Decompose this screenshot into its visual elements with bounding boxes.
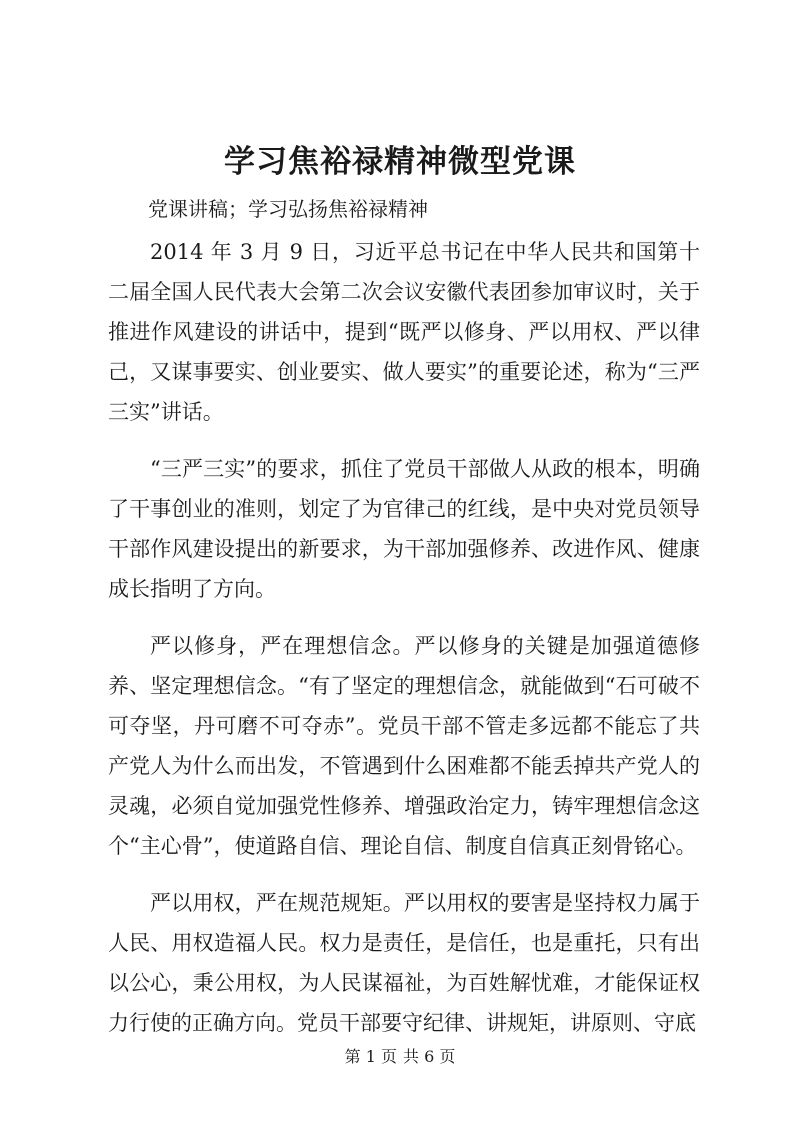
page-number: 第 1 页	[344, 1047, 397, 1066]
paragraph: 严以修身，严在理想信念。严以修身的关键是加强道德修养、坚定理想信念。“有了坚定的理想信念，就能做到“石可破不可夺坚，丹可磨不可夺赤”。党员干部不管走多远都不能忘了共产党人为什么而出发，不管遇到什么困难都不能丢掉共产党人的灵魂，必须自觉加强党性修养、增强政治定力，铸牢理想信念这个“主心骨”，使道路自信、理论自信、制度自信真正刻骨铭心。	[108, 634, 700, 858]
paragraph: 严以用权，严在规范规矩。严以用权的要害是坚持权力属于人民、用权造福人民。权力是责任，是信任，也是重托，只有出以公心，秉公用权，为人民谋福祉，为百姓解忧难，才能保证权力行使的正确方向。党员干部要守纪律、讲规矩，讲原则、守底	[108, 891, 700, 1035]
document-body	[108, 232, 700, 1060]
paragraph: “三严三实”的要求，抓住了党员干部做人从政的根本，明确了干事创业的准则，划定了为官律己的红线，是中央对党员领导干部作风建设提出的新要求，为干部加强修养、改进作风、健康成长指明了方向。	[108, 457, 700, 601]
document-title: 学习焦裕禄精神微型党课	[224, 144, 576, 180]
paragraph: 2014 年 3 月 9 日，习近平总书记在中华人民共和国第十二届全国人民代表大会第二次会议安徽代表团参加审议时，关于推进作风建设的讲话中，提到“既严以修身、严以用权、严以律己，又谋事要实、创业要实、做人要实”的重要论述，称为“三严三实”讲话。	[108, 240, 700, 424]
page-total: 共 6 页	[403, 1047, 456, 1066]
page-footer	[0, 1046, 800, 1068]
document-subtitle: 党课讲稿；学习弘扬焦裕禄精神	[148, 197, 428, 221]
